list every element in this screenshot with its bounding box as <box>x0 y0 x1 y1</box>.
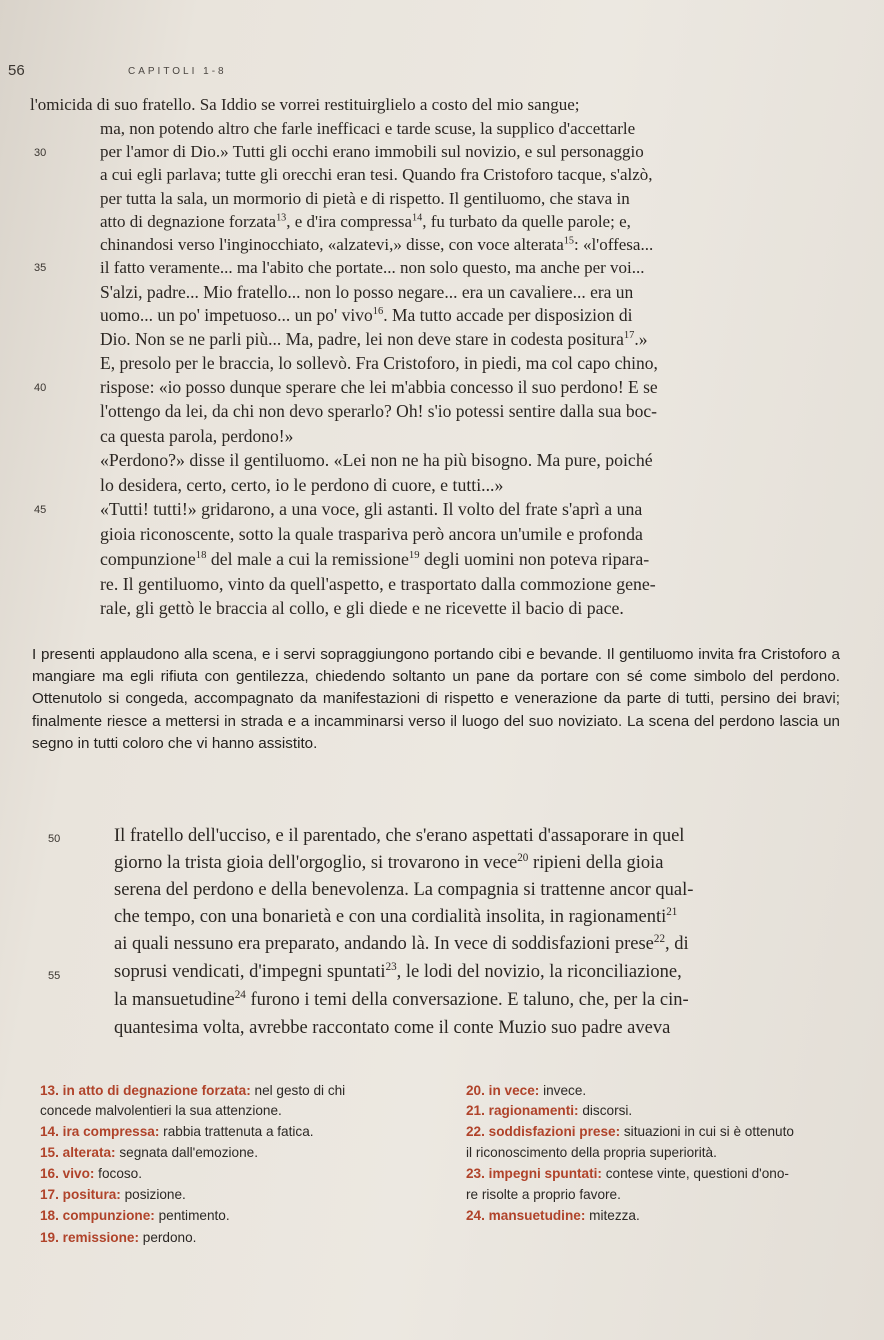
summary-paragraph: I presenti applaudono alla scena, e i servi sopraggiungono portando cibi e bevande. Il gentiluomo invita fra Cristoforo a mangiare ma egli rifiuta con gentilezza, chiedendo soltanto un pane da portare con sé come simbolo del perdono. Ottenutolo si congeda, accompagnato da manifestazioni di rispetto e venerazione da parte di tutti, persino dei bravi; finalmente riesce a mettersi in strada e a incamminarsi verso il luogo del suo noviziato. La scena del perdono lascia un segno in tutti coloro che vi hanno assistito. <box>32 646 840 752</box>
text-line: atto di degnazione forzata$^{13}$, e d'ira compressa$^{14}$, fu turbato da quelle parole; e, <box>100 212 631 231</box>
text-line: ma, non potendo altro che farle inefficaci e tarde scuse, la supplico d'accettarle <box>100 119 636 138</box>
footnote: il riconoscimento della propria superiorità. <box>466 1145 717 1160</box>
text-line: ai quali nessuno era preparato, andando là. In vece di soddisfazioni prese$^{22}$, di <box>114 932 689 954</box>
text-line: ca questa parola, perdono!» <box>100 426 294 446</box>
footnote: 20. in vece: invece. <box>466 1083 587 1098</box>
page-number: 56 <box>8 62 25 79</box>
line-number: 35 <box>34 262 47 274</box>
text-line: il fatto veramente... ma l'abito che portate... non solo questo, ma anche per voi... <box>100 258 645 277</box>
text-line: per tutta la sala, un mormorio di pietà e di rispetto. Il gentiluomo, che stava in <box>100 189 630 208</box>
note-mark: 23 <box>385 960 397 973</box>
note-mark: 18 <box>195 549 207 562</box>
note-mark: 22 <box>653 932 665 945</box>
note-mark: 15 <box>563 235 574 247</box>
text-line: E, presolo per le braccia, lo sollevò. Fra Cristoforo, in piedi, ma col capo chino, <box>100 353 658 373</box>
note-mark: 17 <box>623 330 635 342</box>
footnote: 23. impegni spuntati: contese vinte, questioni d'ono- <box>466 1166 789 1181</box>
text-line: che tempo, con una bonarietà e con una cordialità insolita, in ragionamenti$^{21}$ <box>114 905 678 927</box>
text-line: lo desidera, certo, certo, io le perdono di cuore, e tutti...» <box>100 475 504 495</box>
footnote: 14. ira compressa: rabbia trattenuta a fatica. <box>40 1124 314 1139</box>
footnote: 24. mansuetudine: mitezza. <box>466 1208 640 1223</box>
chapter-label: CAPITOLI 1-8 <box>128 66 227 77</box>
text-line: per l'amor di Dio.» Tutti gli occhi erano immobili sul novizio, e sul personaggio <box>100 142 644 161</box>
text-line: chinandosi verso l'inginocchiato, «alzatevi,» disse, con voce alterata$^{15}$: «l'offesa... <box>100 235 654 254</box>
text-line: gioia riconoscente, sotto la quale traspariva però ancora un'umile e profonda <box>100 524 643 544</box>
text-line: a cui egli parlava; tutte gli orecchi eran tesi. Quando fra Cristoforo tacque, s'alzò, <box>100 165 653 184</box>
footnote: 19. remissione: perdono. <box>40 1230 197 1245</box>
footnote: 21. ragionamenti: discorsi. <box>466 1103 633 1118</box>
text-line: la mansuetudine$^{24}$ furono i temi della conversazione. E taluno, che, per la cin- <box>114 988 689 1010</box>
text-line: giorno la trista gioia dell'orgoglio, si trovarono in vece$^{20}$ ripieni della gioia <box>114 851 664 873</box>
line-number: 55 <box>48 970 61 982</box>
text-line: serena del perdono e della benevolenza. La compagnia si trattenne ancor qual- <box>114 880 694 900</box>
text-line: Il fratello dell'ucciso, e il parentado, che s'erano aspettati d'assaporare in quel <box>114 826 685 846</box>
footnote: 17. positura: posizione. <box>40 1187 186 1202</box>
note-mark: 19 <box>408 549 420 562</box>
note-mark: 13 <box>276 212 287 224</box>
page-header <box>8 62 308 86</box>
text-line: l'ottengo da lei, da chi non devo sperarlo? Oh! s'io potessi sentire dalla sua boc- <box>100 401 657 421</box>
text-line: «Tutti! tutti!» gridarono, a una voce, gli astanti. Il volto del frate s'aprì a una <box>100 499 643 519</box>
text-line: re. Il gentiluomo, vinto da quell'aspetto, e trasportato dalla commozione gene- <box>100 574 656 594</box>
text-line: Dio. Non se ne parli più... Ma, padre, lei non deve stare in codesta positura$^{17}$.» <box>100 329 648 349</box>
line-number: 45 <box>34 504 47 516</box>
footnote: 15. alterata: segnata dall'emozione. <box>40 1145 258 1160</box>
note-mark: 24 <box>234 988 246 1001</box>
note-mark: 20 <box>517 851 529 864</box>
footnote: re risolte a proprio favore. <box>466 1187 621 1202</box>
text-line: rispose: «io posso dunque sperare che lei m'abbia concesso il suo perdono! E se <box>100 377 658 397</box>
footnote: concede malvolentieri la sua attenzione. <box>40 1103 282 1118</box>
text-line: l'omicida di suo fratello. Sa Iddio se vorrei restituirglielo a costo del mio sangue; <box>30 95 580 114</box>
text-line: quantesima volta, avrebbe raccontato come il conte Muzio suo padre aveva <box>114 1018 671 1038</box>
text-line: «Perdono?» disse il gentiluomo. «Lei non ne ha più bisogno. Ma pure, poiché <box>100 450 653 470</box>
footnote: 22. soddisfazioni prese: situazioni in cui si è ottenuto <box>466 1124 794 1139</box>
note-mark: 14 <box>412 212 423 224</box>
footnote: 18. compunzione: pentimento. <box>40 1208 230 1223</box>
text-line: compunzione$^{18}$ del male a cui la remissione$^{19}$ degli uomini non poteva ripara- <box>100 549 650 569</box>
note-mark: 16 <box>372 306 384 318</box>
text-line: soprusi vendicati, d'impegni spuntati$^{23}$, le lodi del novizio, la riconciliazione, <box>114 960 682 982</box>
text-line: S'alzi, padre... Mio fratello... non lo posso negare... era un cavaliere... era un <box>100 282 634 302</box>
line-number: 30 <box>34 147 47 159</box>
line-number: 40 <box>34 382 47 394</box>
note-mark: 21 <box>666 905 678 918</box>
footnote: 13. in atto di degnazione forzata: nel gesto di chi <box>40 1083 346 1098</box>
text-line: rale, gli gettò le braccia al collo, e gli diede e ne ricevette il bacio di pace. <box>100 598 624 618</box>
footnote: 16. vivo: focoso. <box>40 1166 143 1181</box>
text-line: uomo... un po' impetuoso... un po' vivo$^{16}$. Ma tutto accade per disposizion di <box>100 305 633 325</box>
line-number: 50 <box>48 833 61 845</box>
